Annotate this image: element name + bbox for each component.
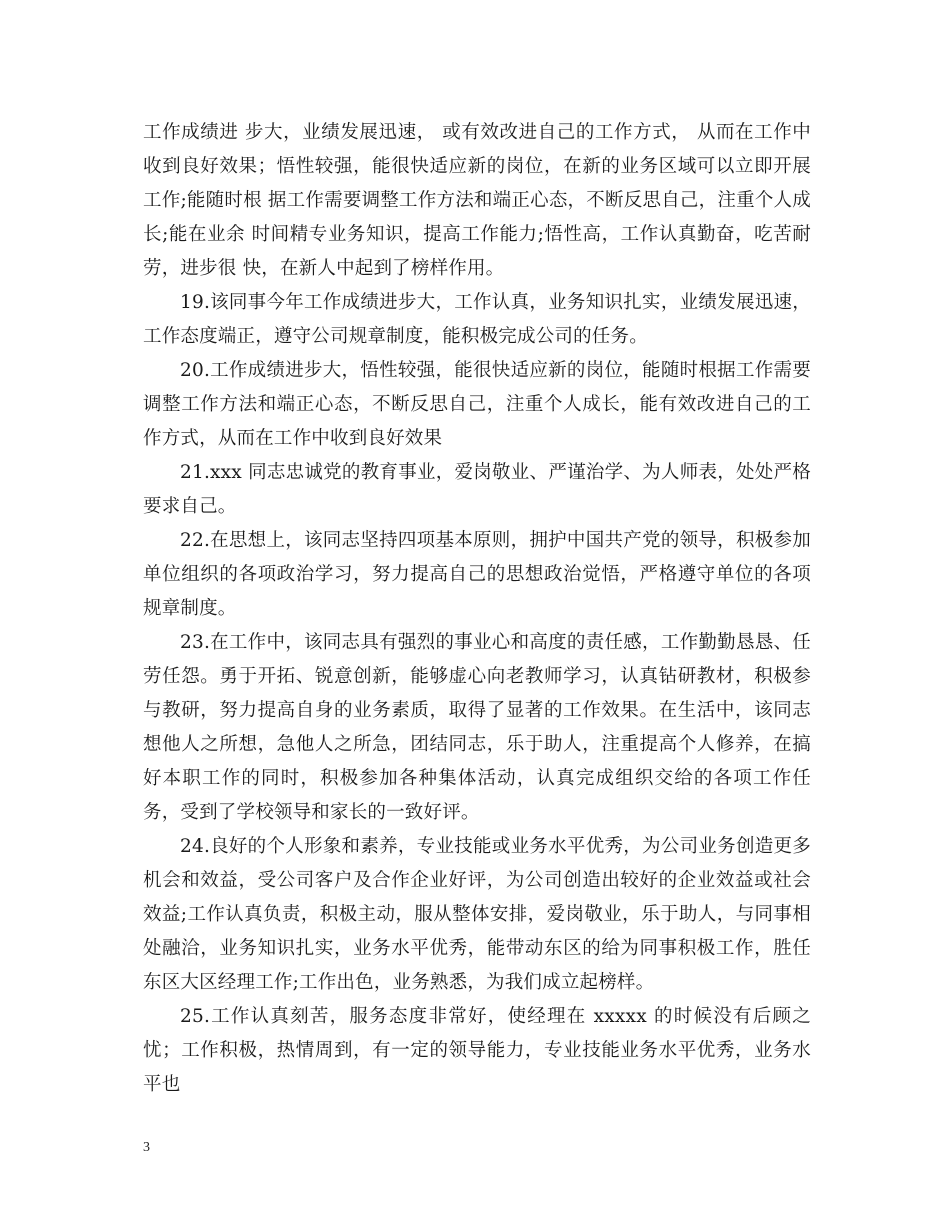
page-number: 3 (143, 1140, 150, 1155)
paragraph-item-21: 21.xxx 同志忠诚党的教育事业，爱岗敬业、严谨治学、为人师表，处处严格要求自己。 (143, 462, 811, 517)
paragraph-item-20: 20.工作成绩进步大，悟性较强，能很快适应新的岗位，能随时根据工作需要调整工作方法和端正心态，不断反思自己，注重个人成长，能有效改进自己的工作方式，从而在工作中收到良好效果 (143, 360, 811, 449)
paragraph-item-25: 25.工作认真刻苦，服务态度非常好，使经理在 xxxxx 的时候没有后顾之忧；工作积极，热情周到，有一定的领导能力，专业技能业务水平优秀，业务水平也 (143, 1006, 811, 1095)
paragraph-item-24: 24.良好的个人形象和素养，专业技能或业务水平优秀，为公司业务创造更多机会和效益，受公司客户及合作企业好评，为公司创造出较好的企业效益或社会效益;工作认真负责，积极主动，服从整体安排，爱岗敬业，乐于助人，与同事相处融洽，业务知识扎实，业务水平优秀，能带动东区的给为同事积极工作，胜任东区大区经理工作;工作出色，业务熟悉，为我们成立起榜样。 (143, 836, 811, 993)
document-body (143, 116, 811, 1102)
paragraph-item-23: 23.在工作中，该同志具有强烈的事业心和高度的责任感，工作勤勤恳恳、任劳任怨。勇于开拓、锐意创新，能够虚心向老教师学习，认真钻研教材，积极参与教研，努力提高自身的业务素质，取得了显著的工作效果。在生活中，该同志想他人之所想，急他人之所急，团结同志，乐于助人，注重提高个人修养，在搞好本职工作的同时，积极参加各种集体活动，认真完成组织交给的各项工作任务，受到了学校领导和家长的一致好评。 (143, 632, 811, 823)
paragraph-continuation: 工作成绩进 步大，业绩发展迅速， 或有效改进自己的工作方式， 从而在工作中收到良好效果；悟性较强，能很快适应新的岗位，在新的业务区域可以立即开展工作;能随时根 据工作需要调整工作方法和端正心态，不断反思自己，注重个人成长;能在业余 时间精专业务知识，提高工作能力;悟性高，工作认真勤奋，吃苦耐劳，进步很 快，在新人中起到了榜样作用。 (143, 122, 811, 279)
paragraph-item-19: 19.该同事今年工作成绩进步大，工作认真，业务知识扎实，业绩发展迅速，工作态度端正，遵守公司规章制度，能积极完成公司的任务。 (143, 292, 811, 347)
paragraph-item-22: 22.在思想上，该同志坚持四项基本原则，拥护中国共产党的领导，积极参加单位组织的各项政治学习，努力提高自己的思想政治觉悟，严格遵守单位的各项规章制度。 (143, 530, 811, 619)
